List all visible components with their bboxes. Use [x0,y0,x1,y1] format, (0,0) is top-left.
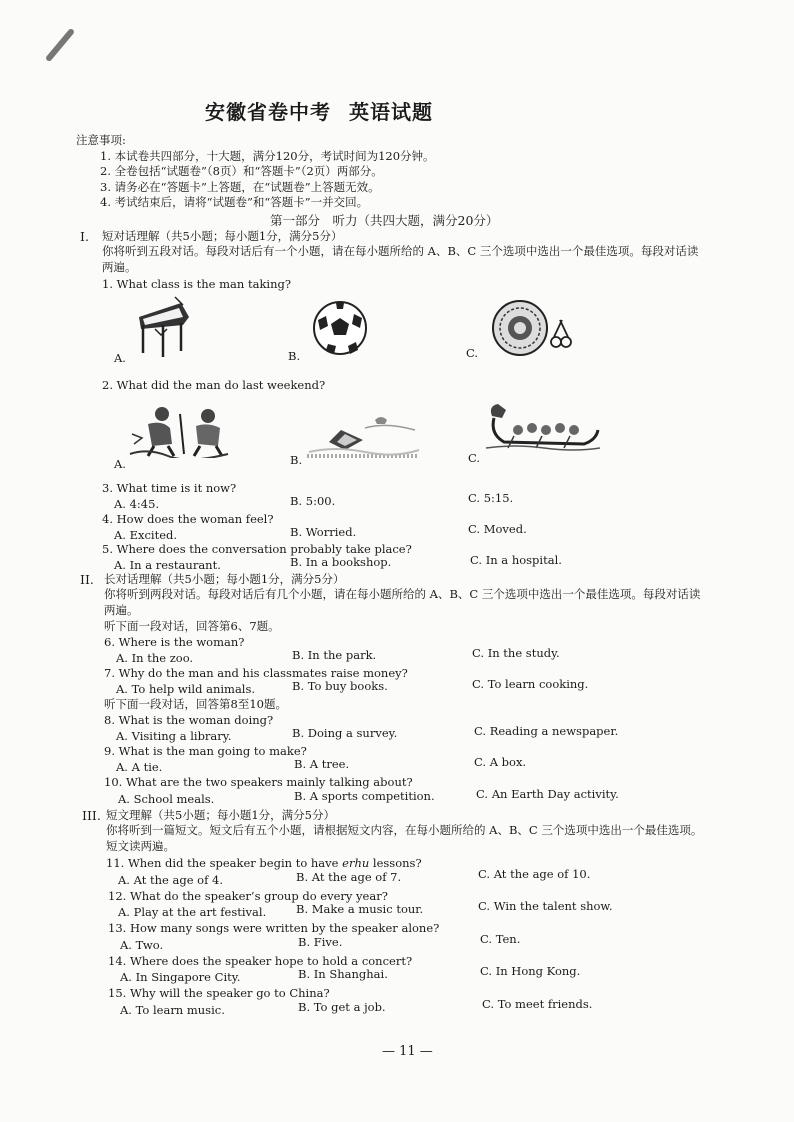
question-text: 15. Why will the speaker go to China? [108,986,330,1000]
tree-planting-picture [128,404,230,458]
page-number: — 11 — [382,1044,433,1059]
option-b: B. Worried. [290,525,357,539]
option-c: C. [466,346,479,360]
option-c: C. In Hong Kong. [480,964,581,978]
option-a: A. In Singapore City. [120,970,241,984]
section-heading: 短文理解（共5小题；每小题1分，满分5分） [106,808,335,822]
option-a: A. School meals. [118,792,215,806]
option-a: A. 4:45. [114,497,160,511]
section-heading: 长对话理解（共5小题；每小题1分，满分5分） [104,572,345,586]
option-c: C. Reading a newspaper. [474,724,619,738]
option-c: C. In the study. [472,646,560,660]
notice-item: 4. 考试结束后，请将“试题卷”和“答题卡”一并交回。 [100,195,369,209]
question-text: 9. What is the man going to make? [104,744,307,758]
section-instruction: 短文读两遍。 [106,839,175,853]
option-a: A. [114,351,126,365]
section-instruction: 你将听到一篇短文。短文后有五个小题，请根据短文内容，在每小题所给的 A、B、C 三个选项中选出一个最佳选项。 [106,823,703,837]
option-a: A. At the age of 4. [118,873,223,887]
option-a: A. In the zoo. [116,651,194,665]
question-text: 14. Where does the speaker hope to hold a concert? [108,954,413,968]
option-c: C. To meet friends. [482,997,593,1011]
section-number: III. [82,808,101,823]
question-text: 6. Where is the woman? [104,635,245,649]
section-heading: 短对话理解（共5小题；每小题1分，满分5分） [102,229,343,243]
notice-heading: 注意事项: [76,133,126,147]
notice-item: 1. 本试卷共四部分，十大题，满分120分，考试时间为120分钟。 [100,149,435,163]
section-instruction: 两遍。 [102,260,137,274]
notice-item: 2. 全卷包括“试题卷”（8页）和“答题卡”（2页）两部分。 [100,164,383,178]
paper-cutting-picture [490,298,576,358]
section-number: II. [80,572,94,587]
option-c: C. [468,451,481,465]
dragon-boat-picture [484,400,602,452]
part-heading: 第一部分 听力（共四大题，满分20分） [270,213,499,228]
option-a: A. To learn music. [120,1003,225,1017]
option-c: C. To learn cooking. [472,677,589,691]
section-instruction: 两遍。 [104,603,139,617]
option-b: B. At the age of 7. [296,870,402,884]
option-b: B. In Shanghai. [298,967,388,981]
option-c: C. 5:15. [468,491,514,505]
option-c: C. Ten. [480,932,521,946]
question-text: 3. What time is it now? [102,481,237,495]
question-text-part: 11. When did the speaker begin to have [106,856,343,870]
question-text: 13. How many songs were written by the speaker alone? [108,921,440,935]
question-text: 7. Why do the man and his classmates raise money? [104,666,408,680]
option-a: A. To help wild animals. [116,682,256,696]
question-text-part: lessons? [369,856,422,870]
option-c: C. An Earth Day activity. [476,787,619,801]
option-b: B. [288,349,301,363]
title-main: 安徽省卷中考 [205,100,331,124]
option-a: A. A tie. [116,760,163,774]
soccer-ball-picture [310,300,370,356]
question-text: 10. What are the two speakers mainly talking about? [104,775,413,789]
option-b: B. In the park. [292,648,377,662]
dialog-instruction: 听下面一段对话，回答第6、7题。 [104,619,280,633]
section-instruction: 你将听到两段对话。每段对话后有几个小题，请在每小题所给的 A、B、C 三个选项中选出一个最佳选项。每段对话读 [104,587,701,601]
option-b: B. In a bookshop. [290,555,392,569]
page-title [205,96,433,125]
option-c: C. Moved. [468,522,527,536]
question-text: 5. Where does the conversation probably take place? [102,542,412,556]
question-text: 12. What do the speaker’s group do every year? [108,889,388,903]
staple-mark [45,28,75,62]
piano-picture [133,295,193,359]
section-instruction: 你将听到五段对话。每段对话后有一个小题，请在每小题所给的 A、B、C 三个选项中选出一个最佳选项。每段对话读 [102,244,699,258]
option-b: B. 5:00. [290,494,336,508]
tent-camping-picture [305,412,421,462]
option-b: B. A sports competition. [294,789,435,803]
option-c: C. A box. [474,755,527,769]
question-text: 4. How does the woman feel? [102,512,274,526]
question-text: 2. What did the man do last weekend? [102,378,326,392]
option-c: C. Win the talent show. [478,899,613,913]
option-c: C. At the age of 10. [478,867,591,881]
dialog-instruction: 听下面一段对话，回答第8至10题。 [104,697,287,711]
option-a: A. [114,457,126,471]
option-a: A. Play at the art festival. [118,905,267,919]
question-text: 8. What is the woman doing? [104,713,274,727]
option-a: A. Excited. [114,528,178,542]
question-text [106,856,422,870]
option-a: A. In a restaurant. [114,558,221,572]
question-text-italic: erhu [342,856,370,870]
option-b: B. Five. [298,935,343,949]
option-c: C. In a hospital. [470,553,562,567]
option-b: B. Make a music tour. [296,902,424,916]
section-number: I. [80,229,89,244]
option-a: A. Two. [120,938,164,952]
notice-item: 3. 请务必在“答题卡”上答题，在“试题卷”上答题无效。 [100,180,380,194]
question-text: 1. What class is the man taking? [102,277,292,291]
option-b: B. [290,453,303,467]
option-b: B. To buy books. [292,679,388,693]
option-b: B. Doing a survey. [292,726,398,740]
title-sub: 英语试题 [349,100,433,124]
option-a: A. Visiting a library. [116,729,232,743]
option-b: B. A tree. [294,757,350,771]
option-b: B. To get a job. [298,1000,386,1014]
